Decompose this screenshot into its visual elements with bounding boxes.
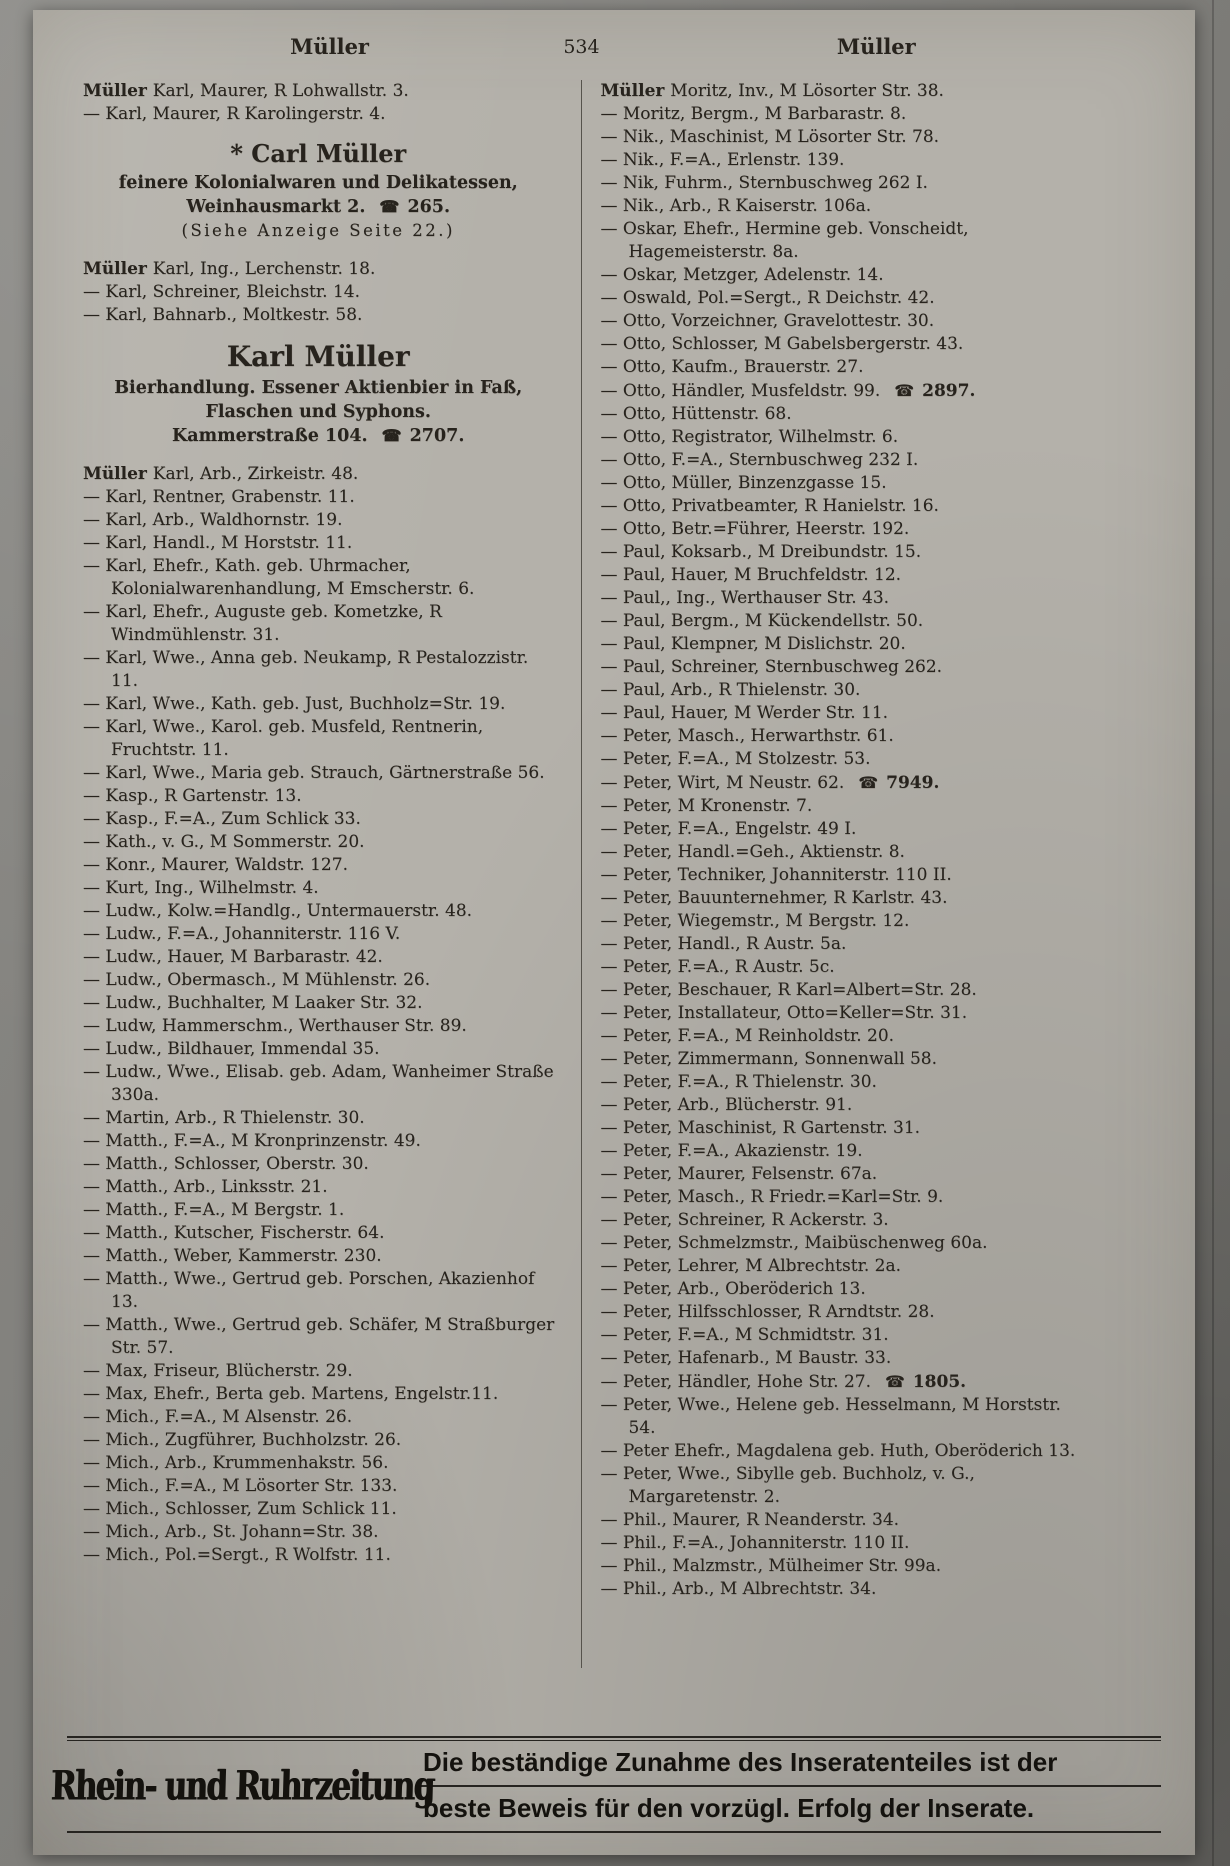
directory-entry: — Kath., v. G., M Sommerstr. 20.	[83, 832, 365, 852]
directory-entry: — Phil., F.=A., Johanniterstr. 110 II.	[600, 1533, 910, 1553]
directory-entry: — Karl, Wwe., Maria geb. Strauch, Gärtnerstraße 56.	[83, 763, 545, 783]
newspaper-ad-banner	[50, 1736, 1161, 1833]
directory-entry: — Karl, Ehefr., Auguste geb. Kometzke, R Windmühlenstr. 31.	[83, 602, 442, 645]
directory-entry: — Mich., Arb., Krummenhakstr. 56.	[83, 1453, 389, 1473]
directory-entry: — Paul, Koksarb., M Dreibundstr. 15.	[600, 542, 922, 562]
directory-entry: — Peter, Masch., R Friedr.=Karl=Str. 9.	[600, 1187, 944, 1207]
directory-entry: — Phil., Malzmstr., Mülheimer Str. 99a.	[600, 1556, 942, 1576]
advertisement	[83, 340, 553, 448]
directory-entry: — Peter, Wiegemstr., M Bergstr. 12.	[600, 911, 910, 931]
directory-entry: — Karl, Ehefr., Kath. geb. Uhrmacher, Kolonialwarenhandlung, M Emscherstr. 6.	[83, 556, 475, 599]
directory-entry: — Peter, F.=A., M Reinholdstr. 20.	[600, 1026, 895, 1046]
directory-entry: Müller Karl, Ing., Lerchenstr. 18.	[83, 259, 376, 279]
directory-entry: — Karl, Schreiner, Bleichstr. 14.	[83, 282, 360, 302]
directory-entry: — Paul, Hauer, M Werder Str. 11.	[600, 703, 889, 723]
directory-page	[33, 10, 1195, 1855]
banner-text-line-2: beste Beweis für den vorzügl. Erfolg der Inserate.	[423, 1793, 1035, 1823]
ad-line: Flaschen und Syphons.	[205, 402, 431, 422]
directory-entry: Müller Moritz, Inv., M Lösorter Str. 38.	[600, 81, 944, 101]
phone-number: 265.	[401, 197, 451, 217]
directory-entry: — Paul, Klempner, M Dislichstr. 20.	[600, 634, 906, 654]
directory-entry: — Peter, F.=A., Akazienstr. 19.	[600, 1141, 863, 1161]
directory-entry: — Karl, Bahnarb., Moltkestr. 58.	[83, 305, 363, 325]
directory-entry: — Mich., F.=A., M Alsenstr. 26.	[83, 1407, 353, 1427]
directory-entry: — Konr., Maurer, Waldstr. 127.	[83, 855, 348, 875]
banner-body	[50, 1741, 1161, 1831]
directory-entry: — Peter, Techniker, Johanniterstr. 110 II.	[600, 865, 952, 885]
left-column	[83, 80, 581, 1668]
directory-entry: — Oskar, Metzger, Adelenstr. 14.	[600, 265, 884, 285]
ad-line: Kammerstraße 104. ☎ 2707.	[172, 426, 465, 446]
directory-entry: — Otto, Betr.=Führer, Heerstr. 192.	[600, 519, 910, 539]
directory-entry: — Martin, Arb., R Thielenstr. 30.	[83, 1108, 365, 1128]
entry-surname: Müller	[83, 81, 153, 101]
directory-entry: — Peter, F.=A., R Austr. 5c.	[600, 957, 835, 977]
directory-entry: — Max, Friseur, Blücherstr. 29.	[83, 1361, 353, 1381]
newspaper-logo: Rhein- und Ruhrzeitung	[50, 1762, 434, 1810]
directory-entry: — Ludw., Bildhauer, Immendal 35.	[83, 1039, 380, 1059]
directory-entry: — Peter, F.=A., M Schmidtstr. 31.	[600, 1325, 889, 1345]
directory-entry: — Peter, F.=A., M Stolzestr. 53.	[600, 749, 871, 769]
directory-entry: — Karl, Wwe., Anna geb. Neukamp, R Pestalozzistr. 11.	[83, 648, 529, 691]
directory-entry: — Nik, Fuhrm., Sternbuschweg 262 I.	[600, 173, 928, 193]
directory-entry: — Otto, Hüttenstr. 68.	[600, 404, 792, 424]
directory-entry: — Matth., Weber, Kammerstr. 230.	[83, 1246, 382, 1266]
directory-entry: — Peter, Handl.=Geh., Aktienstr. 8.	[600, 842, 905, 862]
directory-entry: — Nik., Arb., R Kaiserstr. 106a.	[600, 196, 872, 216]
directory-entry: — Matth., F.=A., M Kronprinzenstr. 49.	[83, 1131, 421, 1151]
directory-entry: — Otto, Händler, Musfeldstr. 99. ☎ 2897.	[600, 381, 976, 401]
directory-entry: — Peter, Hafenarb., M Baustr. 33.	[600, 1348, 892, 1368]
directory-entry: — Peter, Schreiner, R Ackerstr. 3.	[600, 1210, 889, 1230]
directory-entry: — Otto, Schlosser, M Gabelsbergerstr. 43.	[600, 334, 964, 354]
directory-entry: — Peter, Arb., Oberöderich 13.	[600, 1279, 866, 1299]
directory-entry: — Peter, Wirt, M Neustr. 62. ☎ 7949.	[600, 773, 940, 793]
phone-icon: ☎	[379, 197, 400, 216]
directory-entry: — Mich., Arb., St. Johann=Str. 38.	[83, 1522, 379, 1542]
ad-title: Karl Müller	[226, 340, 410, 373]
directory-entry: — Ludw., Hauer, M Barbarastr. 42.	[83, 947, 383, 967]
directory-entry: — Nik., Maschinist, M Lösorter Str. 78.	[600, 127, 940, 147]
directory-entry: — Ludw., F.=A., Johanniterstr. 116 V.	[83, 924, 401, 944]
phone-icon: ☎	[858, 773, 879, 792]
phone-icon: ☎	[884, 1372, 905, 1391]
banner-text	[417, 1741, 1161, 1831]
directory-entry: — Mich., Zugführer, Buchholzstr. 26.	[83, 1430, 402, 1450]
directory-entry: — Paul, Schreiner, Sternbuschweg 262.	[600, 657, 943, 677]
directory-entry: — Matth., F.=A., M Bergstr. 1.	[83, 1200, 345, 1220]
directory-entry: — Peter, Masch., Herwarthstr. 61.	[600, 726, 894, 746]
directory-entry: — Paul, Hauer, M Bruchfeldstr. 12.	[600, 565, 902, 585]
directory-entry: — Karl, Arb., Waldhornstr. 19.	[83, 510, 343, 530]
directory-entry: — Peter, F.=A., Engelstr. 49 I.	[600, 819, 857, 839]
phone-icon: ☎	[894, 381, 915, 400]
directory-entry: — Oswald, Pol.=Sergt., R Deichstr. 42.	[600, 288, 935, 308]
directory-entry: — Karl, Rentner, Grabenstr. 11.	[83, 487, 355, 507]
header-right-title: Müller	[836, 34, 916, 59]
advertisement	[83, 139, 553, 243]
phone-number: 2897.	[916, 381, 976, 401]
entry-surname: Müller	[83, 464, 153, 484]
directory-entry: — Phil., Maurer, R Neanderstr. 34.	[600, 1510, 900, 1530]
directory-entry: — Ludw, Hammerschm., Werthauser Str. 89.	[83, 1016, 467, 1036]
directory-entry: — Peter, F.=A., R Thielenstr. 30.	[600, 1072, 877, 1092]
directory-entry: — Peter, Maurer, Felsenstr. 67a.	[600, 1164, 878, 1184]
entry-surname: Müller	[83, 259, 153, 279]
directory-entry: — Kasp., R Gartenstr. 13.	[83, 786, 302, 806]
directory-entry: — Ludw., Buchhalter, M Laaker Str. 32.	[83, 993, 423, 1013]
directory-entry: — Paul,, Ing., Werthauser Str. 43.	[600, 588, 890, 608]
directory-entry: — Peter, Maschinist, R Gartenstr. 31.	[600, 1118, 921, 1138]
directory-columns	[83, 80, 1155, 1668]
directory-entry: — Peter, Lehrer, M Albrechtstr. 2a.	[600, 1256, 901, 1276]
directory-entry: — Peter, Zimmermann, Sonnenwall 58.	[600, 1049, 937, 1069]
directory-entry: — Ludw., Obermasch., M Mühlenstr. 26.	[83, 970, 431, 990]
directory-entry: — Ludw., Wwe., Elisab. geb. Adam, Wanheimer Straße 330a.	[83, 1062, 554, 1105]
directory-entry: — Oskar, Ehefr., Hermine geb. Vonscheidt, Hagemeisterstr. 8a.	[600, 219, 969, 262]
directory-entry: — Peter, Händler, Hohe Str. 27. ☎ 1805.	[600, 1372, 967, 1392]
directory-entry: — Paul, Bergm., M Kückendellstr. 50.	[600, 611, 924, 631]
directory-entry: — Otto, Müller, Binzenzgasse 15.	[600, 473, 887, 493]
directory-entry: — Peter Ehefr., Magdalena geb. Huth, Oberöderich 13.	[600, 1441, 1076, 1461]
directory-entry: — Otto, Kaufm., Brauerstr. 27.	[600, 357, 864, 377]
ad-title: * Carl Müller	[230, 139, 407, 168]
photo-fold-line	[1212, 0, 1214, 1866]
directory-entry: — Otto, Privatbeamter, R Hanielstr. 16.	[600, 496, 939, 516]
directory-entry: — Peter, M Kronenstr. 7.	[600, 796, 813, 816]
directory-entry: — Otto, Registrator, Wilhelmstr. 6.	[600, 427, 899, 447]
ad-line: Bierhandlung. Essener Aktienbier in Faß,	[114, 378, 523, 398]
phone-icon: ☎	[381, 426, 402, 445]
directory-entry: — Matth., Arb., Linksstr. 21.	[83, 1177, 328, 1197]
directory-entry: — Mich., F.=A., M Lösorter Str. 133.	[83, 1476, 398, 1496]
entry-surname: Müller	[600, 81, 671, 101]
directory-entry: — Phil., Arb., M Albrechtstr. 34.	[600, 1579, 877, 1599]
directory-entry: — Matth., Kutscher, Fischerstr. 64.	[83, 1223, 385, 1243]
directory-entry: — Peter, Installateur, Otto=Keller=Str. 31.	[600, 1003, 968, 1023]
directory-entry: Müller Karl, Arb., Zirkeistr. 48.	[83, 464, 359, 484]
directory-entry: — Max, Ehefr., Berta geb. Martens, Engelstr.11.	[83, 1384, 499, 1404]
directory-entry: — Karl, Handl., M Horststr. 11.	[83, 533, 353, 553]
phone-number: 2707.	[403, 426, 465, 446]
directory-entry: — Nik., F.=A., Erlenstr. 139.	[600, 150, 845, 170]
page-number: 534	[563, 36, 600, 58]
phone-number: 1805.	[906, 1372, 967, 1392]
page-header	[83, 34, 1155, 80]
ad-line: (Siehe Anzeige Seite 22.)	[181, 221, 455, 240]
directory-entry: — Matth., Schlosser, Oberstr. 30.	[83, 1154, 369, 1174]
header-left-title: Müller	[290, 34, 369, 59]
ad-line: Weinhausmarkt 2. ☎ 265.	[186, 197, 451, 217]
banner-text-line-1: Die beständige Zunahme des Inseratenteiles ist der	[417, 1741, 1161, 1787]
directory-entry: — Peter, Beschauer, R Karl=Albert=Str. 28.	[600, 980, 977, 1000]
directory-entry: — Karl, Maurer, R Karolingerstr. 4.	[83, 104, 386, 124]
directory-entry: — Peter, Arb., Blücherstr. 91.	[600, 1095, 853, 1115]
directory-entry: — Moritz, Bergm., M Barbarastr. 8.	[600, 104, 907, 124]
right-column	[581, 80, 1155, 1668]
directory-entry: — Karl, Wwe., Kath. geb. Just, Buchholz=Str. 19.	[83, 694, 506, 714]
directory-entry: — Peter, Schmelzmstr., Maibüschenweg 60a.	[600, 1233, 988, 1253]
directory-entry: — Mich., Pol.=Sergt., R Wolfstr. 11.	[83, 1545, 391, 1565]
directory-entry: — Paul, Arb., R Thielenstr. 30.	[600, 680, 861, 700]
directory-entry: — Matth., Wwe., Gertrud geb. Porschen, Akazienhof 13.	[83, 1269, 535, 1312]
directory-entry: — Kurt, Ing., Wilhelmstr. 4.	[83, 878, 319, 898]
ad-line: feinere Kolonialwaren und Delikatessen,	[118, 173, 518, 193]
directory-entry: — Karl, Wwe., Karol. geb. Musfeld, Rentnerin, Fruchtstr. 11.	[83, 717, 484, 760]
directory-entry: — Otto, F.=A., Sternbuschweg 232 I.	[600, 450, 919, 470]
directory-entry: — Ludw., Kolw.=Handlg., Untermauerstr. 48.	[83, 901, 473, 921]
directory-entry: — Kasp., F.=A., Zum Schlick 33.	[83, 809, 361, 829]
directory-entry: Müller Karl, Maurer, R Lohwallstr. 3.	[83, 81, 409, 101]
directory-entry: — Peter, Handl., R Austr. 5a.	[600, 934, 847, 954]
page-content	[33, 10, 1195, 1855]
directory-entry: — Peter, Wwe., Sibylle geb. Buchholz, v. G., Margaretenstr. 2.	[600, 1464, 975, 1507]
directory-entry: — Peter, Bauunternehmer, R Karlstr. 43.	[600, 888, 948, 908]
directory-entry: — Peter, Wwe., Helene geb. Hesselmann, M Horststr. 54.	[600, 1395, 1061, 1438]
banner-inner	[50, 1740, 1161, 1831]
directory-entry: — Peter, Hilfsschlosser, R Arndtstr. 28.	[600, 1302, 935, 1322]
phone-number: 7949.	[880, 773, 940, 793]
directory-entry: — Matth., Wwe., Gertrud geb. Schäfer, M Straßburger Str. 57.	[83, 1315, 555, 1358]
directory-entry: — Otto, Vorzeichner, Gravelottestr. 30.	[600, 311, 935, 331]
directory-entry: — Mich., Schlosser, Zum Schlick 11.	[83, 1499, 397, 1519]
